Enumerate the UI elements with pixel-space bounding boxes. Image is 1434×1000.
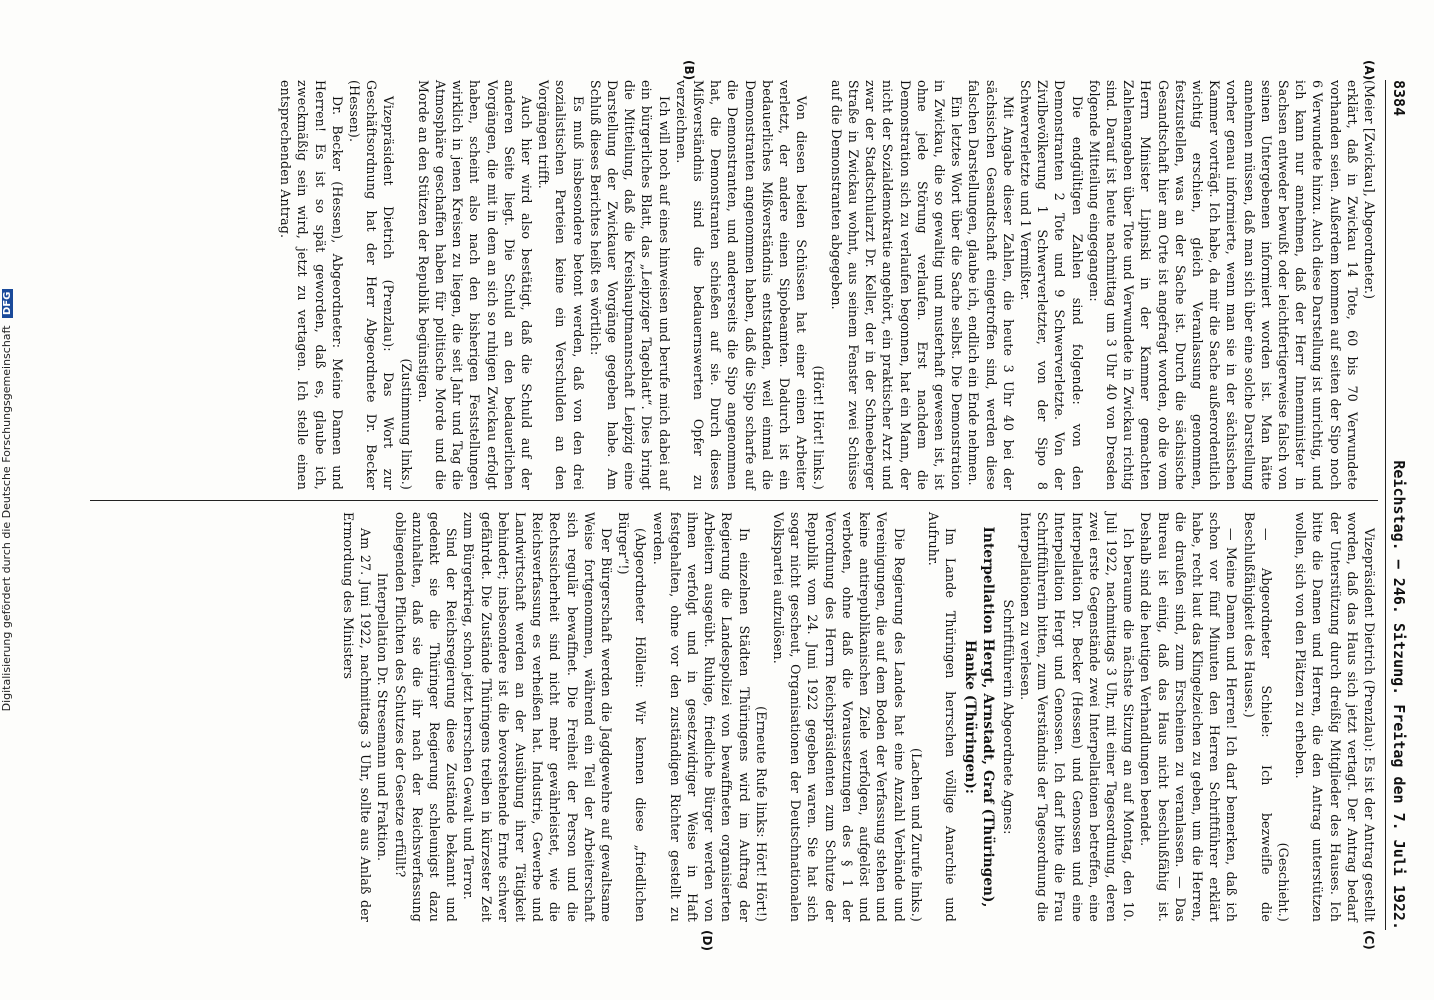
paragraph: (Meier [Zwickau], Abgeordneter.) — [1362, 80, 1377, 300]
right-column — [70, 512, 1378, 922]
paragraph: Die endgültigen Zahlen sind folgende: von den Demonstranten 2 Tote und 9 Schwerverletzte. Von der Zivilbevölkerung 1 Schwerverletzter, von der Sipo 8 Schwerverletzte und 1 Vermißter. — [1017, 80, 1085, 490]
paragraph: Vizepräsident Dietrich (Prenzlau): Es ist der Antrag gestellt worden, daß das Haus sich jetzt vertagt. Der Antrag bedarf der Unterstützung durch dreißig Mitglieder des Hauses. Ich bitte die Damen und Herren, die den Antrag unterstützen wollen, sich von den Plätzen zu erheben. — [1293, 512, 1377, 922]
column-divider — [90, 500, 1378, 501]
paragraph: Mit Angabe dieser Zahlen, die heute 3 Uhr 40 bei der sächsischen Gesandtschaft eingetroffen sind, werden diese falschen Darstellungen, glaube ich, endlich ein Ende nehmen. — [966, 80, 1016, 490]
page-footer — [0, 0, 13, 1000]
paragraph: (Zustimmung links.) — [398, 358, 414, 490]
paragraph: (Lachen und Zurufe links.) — [908, 748, 924, 922]
page-title: Reichstag. — 246. Sitzung. Freitag den 7. Juli 1922. — [1390, 460, 1408, 930]
paragraph: Im Lande Thüringen herrschen völlige Anarchie und Aufruhr. — [925, 512, 959, 922]
paragraph: In einzelnen Städten Thüringens wird im Auftrag der Regierung die Landespolizei von bewaffneten organisierten Arbeitern ausgeübt. Ruhige, friedliche Bürger werden von ihnen verfolgt und in gesetzwidriger Weise in Haft festgehalten, ohne vor den zuständigen Richter gestellt zu werden. — [650, 512, 752, 922]
paragraph: Interpellation Hergt, Arnstadt, Graf (Thüringen), Hanke (Thüringen): — [962, 526, 996, 908]
footer-text: Digitalisierung gefördert durch die Deutsche Forschungsgemeinschaft — [0, 325, 13, 712]
paragraph: — Abgeordneter Schiele: Ich bezweifle die Beschlußfähigkeit des Hauses.) — [1241, 512, 1274, 922]
paragraph: Sind der Reichsregierung diese Zustände bekannt und gedenkt sie die Thüringer Regierung schleunigst dazu anzuhalten, daß sie die ihr nach der Reichsverfassung obliegenden Pflichten des Schutzes der Gesetze erfüllt? — [392, 512, 460, 922]
paragraph: Vizepräsident Dietrich (Prenzlau): Das Wort zur Geschäftsordnung hat der Herr Abgeordnete Dr. Becker (Hessen). — [347, 80, 397, 490]
dfg-logo: DFG — [2, 289, 13, 318]
paragraph: — Meine Damen und Herren! Ich darf bemerken, daß ich schon vor fünf Minuten den Herren Schriftführer erklärt habe, recht laut das Klingelzeichen zu geben, um die Herren, die draußen sind, zum Erscheinen zu veranlassen. — Das Bureau ist einig, daß das Haus nicht beschlußfähig ist. Deshalb sind die heutigen Verhandlungen beendet. — [1138, 512, 1240, 922]
paragraph: Die Regierung des Landes hat eine Anzahl Verbände und Vereinigungen, die auf dem Boden der Verfassung stehen und keine antirepublikanischen Ziele verfolgen, aufgelöst und verboten, ohne daß die Voraussetzungen des § 1 der Verordnung des Herrn Reichspräsidenten zum Schutze der Republik vom 24. Juni 1922 gegeben waren. Sie hat sich sogar nicht gescheut, Organisationen der Deutschnationalen Volkspartei aufzulösen. — [771, 512, 907, 922]
paragraph: Am 27. Juni 1922, nachmittags 3 Uhr, sollte aus Anlaß der Ermordung des Ministers — [341, 512, 374, 922]
paragraph: Schriftführerin Abgeordnete Agnes: — [1000, 599, 1016, 835]
paragraph: Ich will noch auf eines hinweisen und berufe mich dabei auf ein bürgerliches Blatt, das „Leipziger Tageblatt“. Dies bringt die Mitteilung, daß die Kreishauptmannschaft Leipzig eine Darstellung der Zwickauer Vorgänge gegeben habe. Am Schluß dieses Berichtes heißt es wörtlich: — [587, 80, 672, 490]
paragraph: (Hört! Hört! links.) — [811, 365, 827, 490]
paragraph: Von diesen beiden Schüssen hat einer einen Arbeiter verletzt, der andere einen Sipobeamten. Dadurch ist ein bedauerliches Mißverständnis entstanden, weil einmal die Demonstranten angenommen haben, daß die Sipo scharfe auf die Demonstranten, und andererseits die Sipo angenommen hat, die Demonstranten schießen auf sie. Durch dieses Mißverständnis sind die bedauernswerten Opfer zu verzeichnen. — [673, 80, 810, 490]
paragraph: erklärt, daß in Zwickau 14 Tote, 60 bis 70 Verwundete vorhanden seien. Außerdem kommen auf seiten der Sipo noch 6 Verwundete hinzu. Auch diese Darstellung ist unrichtig, und ich kann nur annehmen, daß der Herr Innenminister in Sachsen entweder bewußt oder leichtfertigerweise falsch von seinen Untergebenen informiert worden ist. Man hätte annehmen müssen, daß man sich über eine solche Darstellung vorher genau informierte, wenn man sie in der sächsischen Kammer vorträgt. Ich habe, da mir die Sache außerordentlich wichtig erschien, gleich Veranlassung genommen, festzustellen, was an der Sache ist. Durch die sächsische Gesandtschaft hier am Orte ist angefragt worden, ob die vom Herrn Minister Lipinski in der Kammer gemachten Zahlenangaben über Tote und Verwundete in Zwickau richtig sind. Darauf ist heute nachmittag um 3 Uhr 40 von Dresden folgende Mitteilung eingegangen: — [1086, 80, 1360, 490]
paragraph: Ein letztes Wort über die Sache selbst. Die Demonstration in Zwickau, die so gewaltig und musterhaft gewesen ist, ist ohne jede Störung verlaufen. Erst nachdem die Demonstration sich zu verlaufen begonnen, hat ein Mann, der nicht der Sozialdemokratie angehört, ein praktischer Arzt und zwar der Stadtschularzt Dr. Keller, der in der Schneeberger Straße in Zwickau wohnt, aus seinem Fenster zwei Schüsse auf die Demonstranten abgegeben. — [828, 80, 965, 490]
page-number: 8384 — [1390, 80, 1408, 117]
paragraph: Dr. Becker (Hessen), Abgeordneter: Meine Damen und Herren! Es ist so spät geworden, daß es, glaube ich, zweckmäßig sein wird, jetzt zu vertagen. Ich stelle einen entsprechenden Antrag. — [278, 80, 345, 490]
paragraph: Interpellation Dr. Stresemann und Fraktion. — [375, 572, 391, 862]
left-column — [70, 80, 1378, 490]
paragraph: Auch hier wird also bestätigt, daß die Schuld auf der anderen Seite liegt. Die Schuld an den bedauerlichen Vorgängen, die mit in dem an sich so ruhigen Zwickau erfolgt haben, scheint also nach den bisherigen Feststellungen wirklich in jenen Kreisen zu liegen, die seit Jahr und Tag die Atmosphäre geschaffen haben für politische Morde und die Morde an den Stützen der Republik begünstigen. — [415, 80, 535, 490]
paragraph: (Erneute Rufe links: Hört! Hört!) — [753, 706, 769, 922]
paragraph: (Geschieht.) — [1275, 842, 1291, 922]
paragraph: (Abgeordneter Höllein: Wir kennen diese „friedlichen Bürger“!) — [616, 512, 649, 922]
paragraph: Ich beraume die nächste Sitzung an auf Montag, den 10. Juli 1922, nachmittags 3 Uhr, mit einer Tagesordnung, deren zwei erste Gegenstände zwei Interpellationen betreffen, eine Interpellation Dr. Becker (Hessen) und Genossen und eine Interpellation Hergt und Genossen. Ich darf bitte die Frau Schriftführerin bitten, zum Verständnis der Tagesordnung die Interpellationen zu verlesen. — [1017, 512, 1137, 922]
margin-mark-c: (C) — [1362, 930, 1376, 950]
margin-mark-a: (A) — [1362, 60, 1376, 81]
paragraph: Es muß insbesondere betont werden, daß von den drei sozialistischen Parteien keine ein Verschulden an den Vorgängen trifft. — [536, 80, 586, 490]
paragraph: Der Bürgerschaft werden die Jagdgewehre auf gewaltsame Weise fortgenommen, während ein Teil der Arbeiterschaft sich regulär bewaffnet. Die Freiheit der Person und die Rechtssicherheit sind nicht mehr gewährleistet, wie die Reichsverfassung es verheißen hat. Industrie, Gewerbe und Landwirtschaft werden an der Ausübung ihrer Tätigkeit behindert; insbesondere ist die bevorstehende Ernte schwer gefährdet. Die Zustände Thüringens treiben in kürzester Zeit zum Bürgerkrieg, schon jetzt herrschen Gewalt und Terror. — [461, 512, 615, 922]
margin-mark-d: (D) — [700, 930, 714, 951]
page-header — [1385, 80, 1412, 930]
margin-mark-b: (B) — [682, 60, 696, 81]
